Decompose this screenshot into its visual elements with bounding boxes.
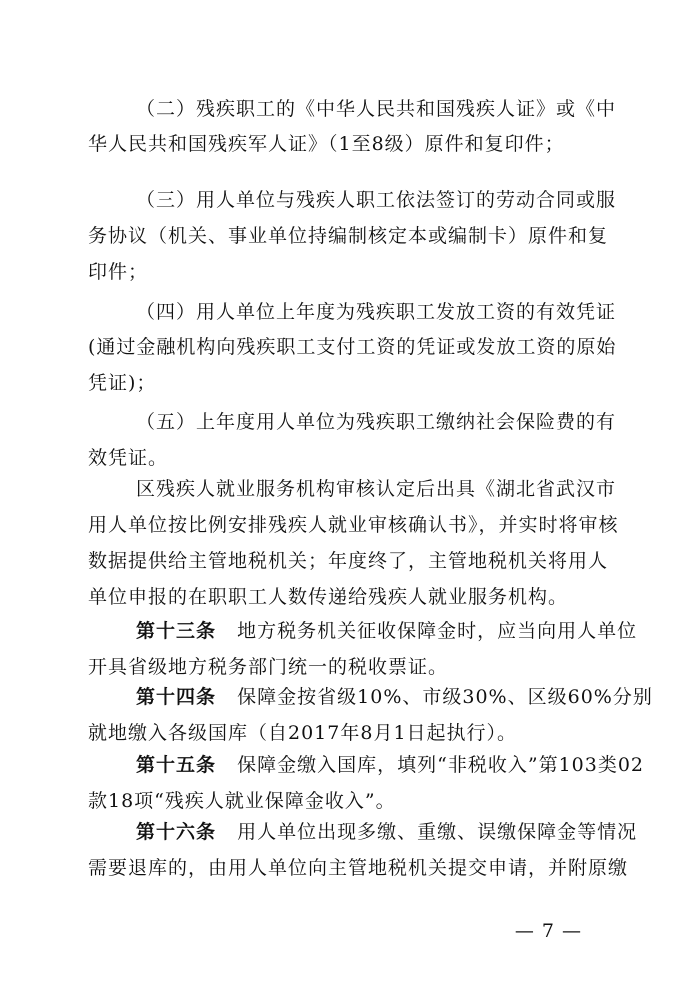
paragraph-line: 就地缴入各级国库（自2017年8月1日起执行）。 bbox=[88, 722, 518, 744]
paragraph-line: 数据提供给主管地税机关；年度终了，主管地税机关将用人 bbox=[88, 550, 609, 572]
article-first-line bbox=[136, 751, 644, 779]
paragraph-line: （五）上年度用人单位为残疾职工缴纳社会保险费的有 bbox=[136, 411, 617, 433]
paragraph-line: (通过金融机构向残疾职工支付工资的凭证或发放工资的原始 bbox=[88, 336, 617, 358]
paragraph-line: 印件； bbox=[88, 261, 149, 283]
article-title: 第十六条 bbox=[136, 821, 217, 843]
paragraph-line: 区残疾人就业服务机构审核认定后出具《湖北省武汉市 bbox=[136, 478, 617, 500]
article-title: 第十四条 bbox=[136, 686, 217, 708]
article-first-line bbox=[136, 617, 637, 645]
paragraph-line: 需要退库的，由用人单位向主管地税机关提交申请，并附原缴 bbox=[88, 857, 629, 879]
paragraph-line: 华人民共和国残疾军人证》（1至8级）原件和复印件； bbox=[88, 133, 565, 155]
paragraph-line: 务协议（机关、事业单位持编制核定本或编制卡）原件和复 bbox=[88, 225, 609, 247]
paragraph-line: （四）用人单位上年度为残疾职工发放工资的有效凭证 bbox=[136, 301, 617, 323]
article-first-line bbox=[136, 818, 637, 846]
page-number: — 7 — bbox=[514, 920, 582, 942]
paragraph-line: 款18项“残疾人就业保障金收入”。 bbox=[88, 790, 396, 812]
paragraph-line: 凭证)； bbox=[88, 372, 157, 394]
paragraph-line: 单位申报的在职职工人数传递给残疾人就业服务机构。 bbox=[88, 586, 569, 608]
paragraph-line: （二）残疾职工的《中华人民共和国残疾人证》或《中 bbox=[136, 98, 617, 120]
paragraph-line: 效凭证。 bbox=[88, 447, 169, 469]
article-text: 地方税务机关征收保障金时，应当向用人单位 bbox=[237, 620, 638, 642]
paragraph-line: 开具省级地方税务部门统一的税收票证。 bbox=[88, 656, 449, 678]
article-text: 保障金缴入国库，填列“非税收入”第103类02 bbox=[237, 754, 645, 776]
article-first-line bbox=[136, 683, 653, 711]
article-title: 第十五条 bbox=[136, 754, 217, 776]
article-text: 用人单位出现多缴、重缴、误缴保障金等情况 bbox=[237, 821, 638, 843]
article-title: 第十三条 bbox=[136, 620, 217, 642]
paragraph-line: （三）用人单位与残疾人职工依法签订的劳动合同或服 bbox=[136, 189, 617, 211]
article-text: 保障金按省级10%、市级30%、区级60%分别 bbox=[237, 686, 653, 708]
paragraph-line: 用人单位按比例安排残疾人就业审核确认书》，并实时将审核 bbox=[88, 514, 619, 536]
